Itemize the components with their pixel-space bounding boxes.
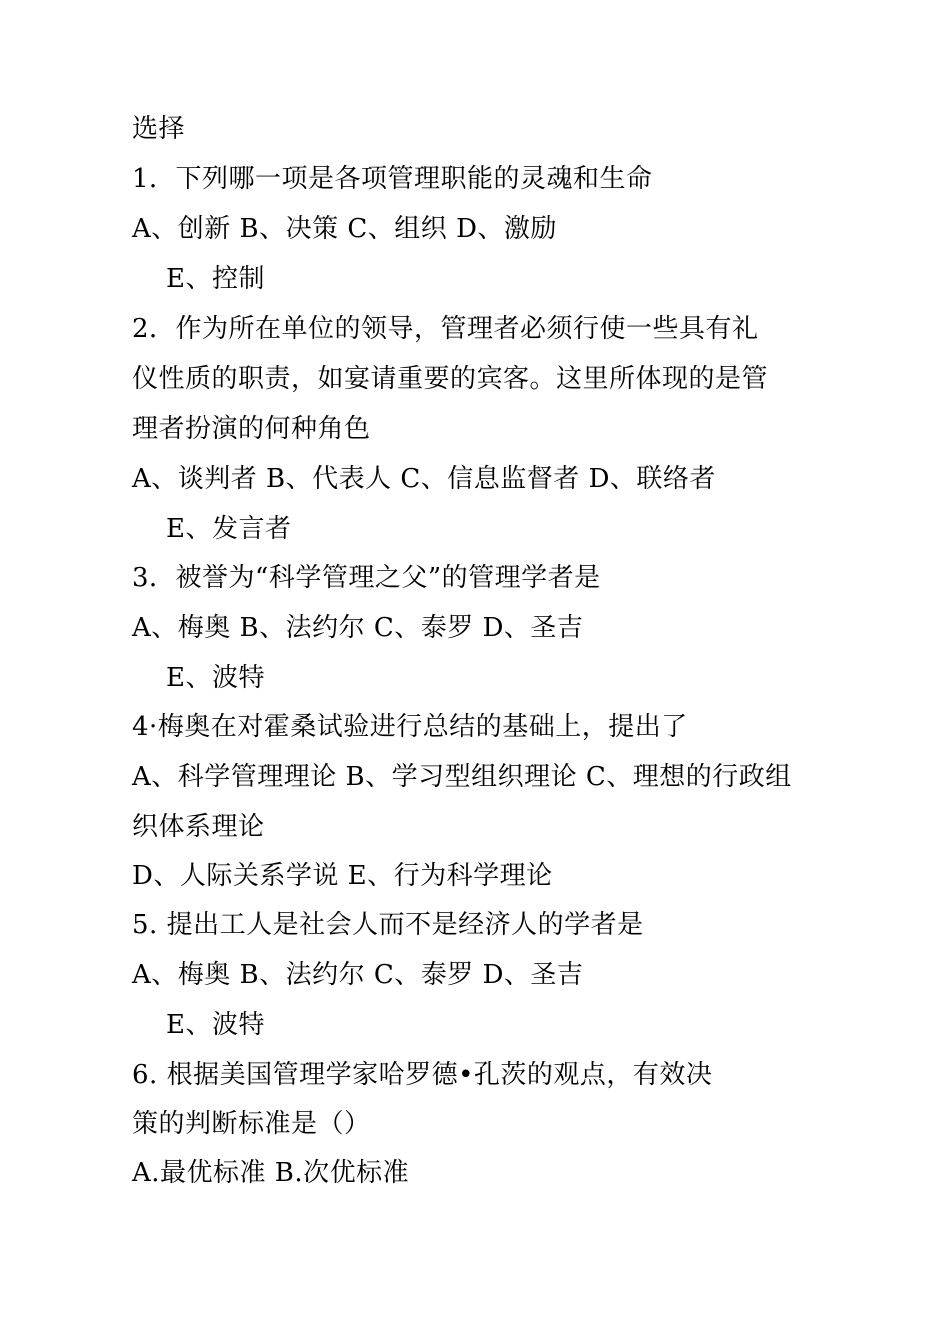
question-3-option-e: E、波特 — [166, 663, 265, 693]
question-2-stem-line-1: 2．作为所在单位的领导，管理者必须行使一些具有礼 — [132, 314, 759, 344]
question-6-stem-line-2: 策的判断标准是（） — [132, 1109, 371, 1139]
question-5-option-e: E、波特 — [166, 1010, 265, 1040]
question-2-option-e: E、发言者 — [166, 514, 292, 544]
question-1-options: A、创新 B、决策 C、组织 D、激励 — [132, 214, 557, 244]
question-1-stem: 1．下列哪一项是各项管理职能的灵魂和生命 — [132, 164, 653, 194]
question-3-options: A、梅奥 B、法约尔 C、泰罗 D、圣吉 — [132, 613, 584, 643]
question-4-options-line-3: D、人际关系学说 E、行为科学理论 — [132, 861, 553, 891]
question-4-options-line-1: A、科学管理理论 B、学习型组织理论 C、理想的行政组 — [132, 762, 792, 792]
question-3-stem: 3．被誉为“科学管理之父”的管理学者是 — [132, 563, 601, 593]
question-2-stem-line-3: 理者扮演的何种角色 — [132, 414, 371, 444]
question-6-stem-line-1: 6. 根据美国管理学家哈罗德•孔茨的观点，有效决 — [132, 1060, 713, 1090]
question-6-options: A.最优标准 B.次优标准 — [132, 1158, 410, 1188]
question-1-option-e: E、控制 — [166, 264, 265, 294]
section-heading: 选择 — [132, 114, 186, 144]
question-5-stem: 5. 提出工人是社会人而不是经济人的学者是 — [132, 910, 644, 940]
question-2-options: A、谈判者 B、代表人 C、信息监督者 D、联络者 — [132, 464, 716, 494]
question-5-options: A、梅奥 B、法约尔 C、泰罗 D、圣吉 — [132, 960, 584, 990]
question-4-stem: 4·梅奥在对霍桑试验进行总结的基础上，提出了 — [132, 712, 688, 742]
question-4-options-line-2: 织体系理论 — [132, 812, 265, 842]
question-2-stem-line-2: 仪性质的职责，如宴请重要的宾客。这里所体现的是管 — [132, 364, 769, 394]
